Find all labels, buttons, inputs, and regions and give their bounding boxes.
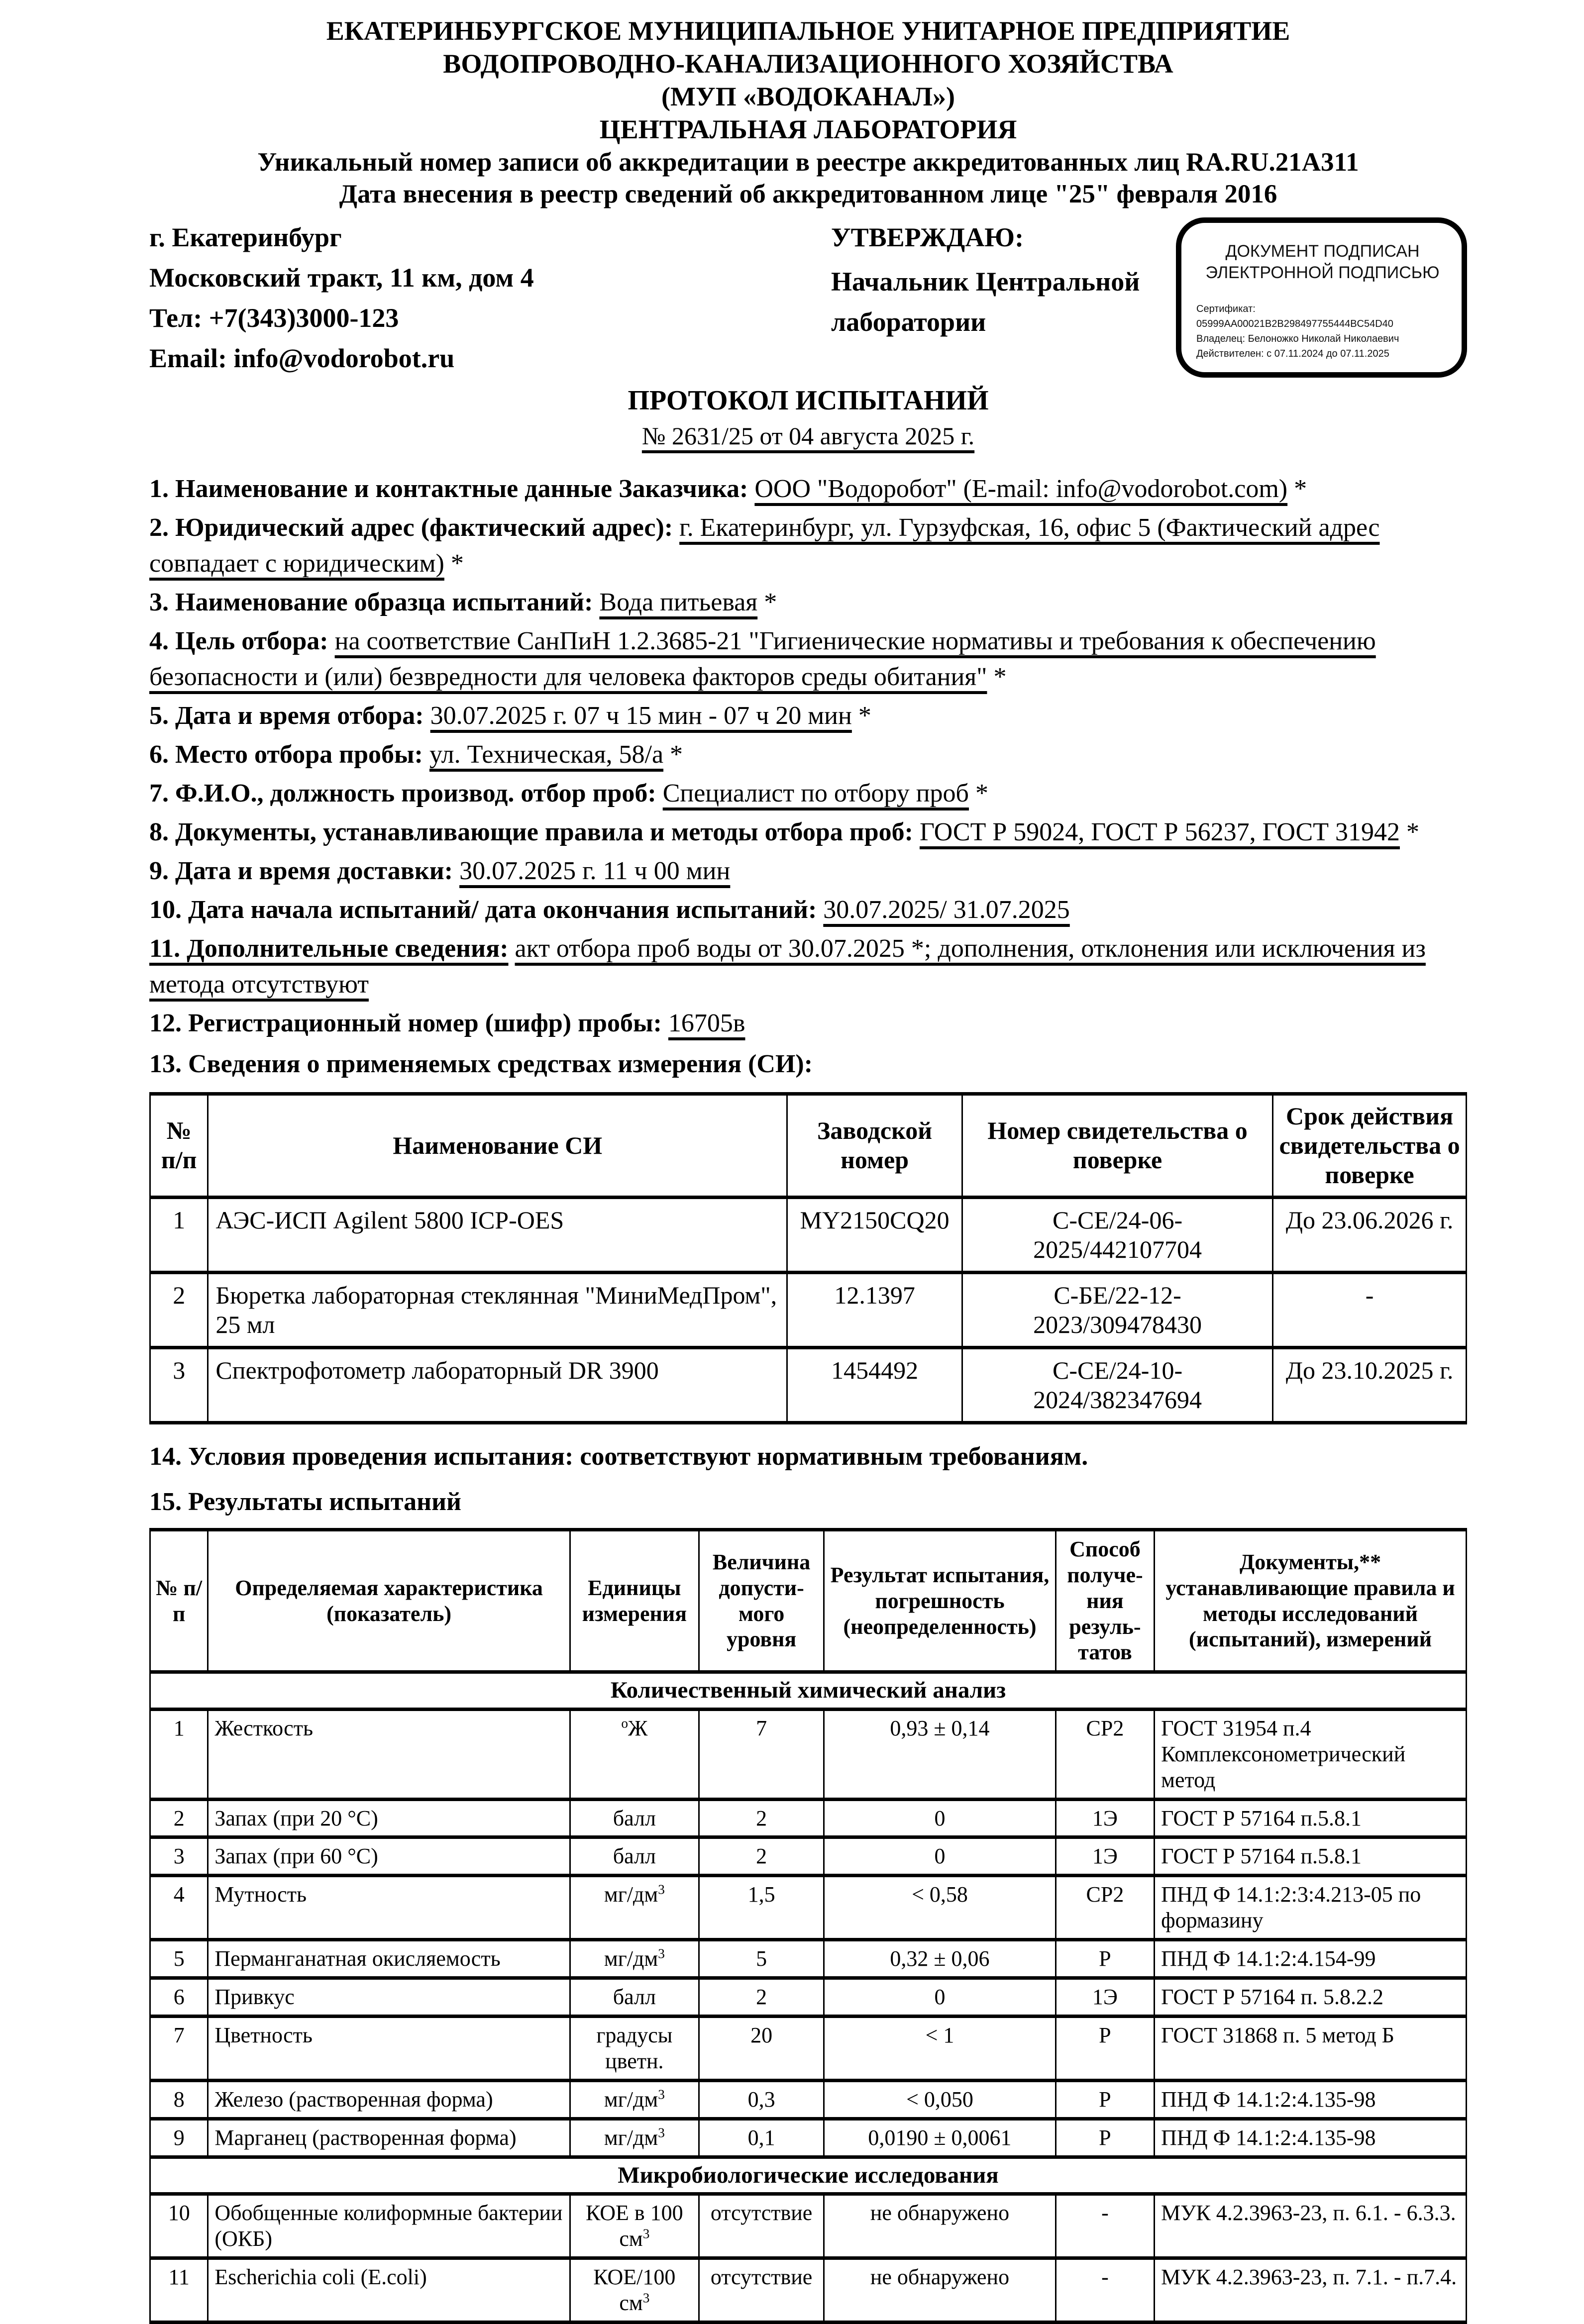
si-row-2 [150, 1272, 1467, 1347]
lab-contacts [149, 217, 737, 379]
cell-unit: $мг/дм^3$ [570, 2119, 699, 2157]
cell-row-number: 11 [150, 2258, 208, 2322]
cell-method-code: Р [1056, 1940, 1154, 1978]
cell-parameter-name: Привкус [208, 1978, 570, 2017]
results-header-row [150, 1529, 1467, 1672]
cell-row-number: 2 [150, 1799, 208, 1837]
cell-result: 0,93 ± 0,14 [824, 1709, 1056, 1799]
cell-parameter-name: Жесткость [208, 1709, 570, 1799]
item-label: 7. Ф.И.О., должность производ. отбор проб: [149, 779, 656, 808]
results-section-title: Микробиологические исследования [150, 2157, 1467, 2194]
stamp-title [1196, 241, 1449, 284]
cell-result: 0 [824, 1799, 1056, 1837]
si-header-1: № п/п [150, 1094, 208, 1197]
cell-result: не обнаружено [824, 2194, 1056, 2258]
si-cell-certificate: С-СЕ/24-06-2025/442107704 [962, 1197, 1272, 1272]
cell-row-number: 9 [150, 2119, 208, 2157]
cell-row-number: 8 [150, 2080, 208, 2119]
cell-method-code: Р [1056, 2119, 1154, 2157]
cell-method-code: 1Э [1056, 1799, 1154, 1837]
protocol-item-4 [149, 623, 1467, 695]
cell-parameter-name: Мутность [208, 1876, 570, 1940]
approval-block [831, 217, 1150, 342]
result-row-7 [150, 2016, 1467, 2080]
si-cell-serial: 1454492 [787, 1347, 962, 1422]
section-14-text: 14. Условия проведения испытания: соответствуют нормативным требованиям. [149, 1442, 1088, 1471]
si-cell-certificate: С-БЕ/22-12-2023/309478430 [962, 1272, 1272, 1347]
cell-method-code: Р [1056, 2080, 1154, 2119]
cell-unit: балл [570, 1978, 699, 2017]
cell-row-number: 4 [150, 1876, 208, 1940]
cell-documents: ГОСТ 31868 п. 5 метод Б [1155, 2016, 1467, 2080]
digital-signature-stamp [1176, 217, 1467, 378]
cell-allowed-level: 20 [699, 2016, 824, 2080]
si-header-2: Наименование СИ [208, 1094, 787, 1197]
org-header [149, 15, 1467, 210]
accreditation-number-line: Уникальный номер записи об аккредитации в реестре аккредитованных лиц RA.RU.21А311 [257, 147, 1359, 177]
results-header-5: Результат испытания, погрешность (неопределенность) [824, 1529, 1056, 1672]
cell-result: < 0,58 [824, 1876, 1056, 1940]
item-label: 12. Регистрационный номер (шифр) пробы: [149, 1009, 662, 1037]
results-section-row [150, 2157, 1467, 2194]
protocol-item-1 [149, 471, 1467, 507]
item-label: 3. Наименование образца испытаний: [149, 588, 593, 616]
cell-documents: ПНД Ф 14.1:2:4.135-98 [1155, 2119, 1467, 2157]
contact-address: Московский тракт, 11 км, дом 4 [149, 262, 534, 293]
cell-method-code: Р [1056, 2016, 1154, 2080]
org-name-line-1: ЕКАТЕРИНБУРГСКОЕ МУНИЦИПАЛЬНОЕ УНИТАРНОЕ ПРЕДПРИЯТИЕ [326, 16, 1290, 46]
result-row-2 [150, 1799, 1467, 1837]
accreditation-date-line: Дата внесения в реестр сведений об аккредитованном лице "25" февраля 2016 [339, 180, 1277, 209]
numbered-items [149, 471, 1467, 1041]
result-row-6 [150, 1978, 1467, 2017]
cell-allowed-level: 7 [699, 1709, 824, 1799]
stamp-certificate: Сертификат: 05999AA00021B2B298497755444BC54D40 [1196, 303, 1393, 329]
cell-unit: балл [570, 1799, 699, 1837]
si-cell-serial: MY2150CQ20 [787, 1197, 962, 1272]
results-section-title: Количественный химический анализ [150, 1672, 1467, 1709]
item-label: 6. Место отбора пробы: [149, 740, 423, 769]
si-cell-valid_until: - [1273, 1272, 1467, 1347]
si-header-3: Заводской номер [787, 1094, 962, 1197]
item-value: ООО "Водоробот" (E-mail: info@vodorobot.com) [754, 474, 1288, 503]
stamp-details [1196, 302, 1449, 361]
cell-result: 0 [824, 1837, 1056, 1876]
results-header-6: Способ получе- ния резуль- татов [1056, 1529, 1154, 1672]
item-required-mark: * [987, 662, 1007, 691]
protocol-item-9 [149, 853, 1467, 889]
item-value: г. Екатеринбург, ул. Гурзуфская, 16, офис 5 (Фактический адрес совпадает с юридическим) [149, 513, 1380, 578]
cell-documents: ГОСТ 31954 п.4 Комплексонометрический метод [1155, 1709, 1467, 1799]
protocol-item-11 [149, 931, 1467, 1003]
results-header-3: Единицы измерения [570, 1529, 699, 1672]
results-header-7: Документы,** устанавливающие правила и методы исследований (испытаний), измерений [1155, 1529, 1467, 1672]
si-cell-serial: 12.1397 [787, 1272, 962, 1347]
result-row-4 [150, 1876, 1467, 1940]
si-cell-name: Спектрофотометр лабораторный DR 3900 [208, 1347, 787, 1422]
cell-unit: балл [570, 1837, 699, 1876]
results-header-4: Величина допусти- мого уровня [699, 1529, 824, 1672]
item-value: 16705в [668, 1009, 745, 1037]
item-label: 8. Документы, устанавливающие правила и методы отбора проб: [149, 817, 913, 846]
cell-documents: ГОСТ Р 57164 п.5.8.1 [1155, 1837, 1467, 1876]
result-row-10 [150, 2194, 1467, 2258]
item-value: Вода питьевая [599, 588, 758, 616]
cell-allowed-level: 5 [699, 1940, 824, 1978]
item-required-mark: * [851, 701, 871, 730]
stamp-owner: Владелец: Белоножко Николай Николаевич [1196, 333, 1399, 344]
si-header-5: Срок действия свидетельства о поверке [1273, 1094, 1467, 1197]
si-cell-num: 3 [150, 1347, 208, 1422]
item-required-mark: * [663, 740, 683, 769]
item-value: ГОСТ Р 59024, ГОСТ Р 56237, ГОСТ 31942 [919, 817, 1400, 846]
protocol-item-6 [149, 737, 1467, 773]
item-label: 9. Дата и время доставки: [149, 856, 453, 885]
result-row-11 [150, 2258, 1467, 2322]
cell-method-code: 1Э [1056, 1837, 1154, 1876]
result-row-1 [150, 1709, 1467, 1799]
cell-parameter-name: Escherichia coli (E.coli) [208, 2258, 570, 2322]
si-cell-valid_until: До 23.10.2025 г. [1273, 1347, 1467, 1422]
contact-phone: Тел: +7(343)3000-123 [149, 303, 399, 333]
cell-parameter-name: Запах (при 20 °С) [208, 1799, 570, 1837]
results-header-1: № п/п [150, 1529, 208, 1672]
cell-documents: ПНД Ф 14.1:2:3:4.213-05 по формазину [1155, 1876, 1467, 1940]
item-required-mark: * [757, 588, 777, 616]
cell-allowed-level: 2 [699, 1799, 824, 1837]
item-value: Специалист по отбору проб [662, 779, 969, 808]
protocol-title: ПРОТОКОЛ ИСПЫТАНИЙ [628, 385, 989, 416]
cell-parameter-name: Марганец (растворенная форма) [208, 2119, 570, 2157]
si-header-4: Номер свидетельства о поверке [962, 1094, 1272, 1197]
item-required-mark: * [1287, 474, 1307, 503]
cell-method-code: - [1056, 2258, 1154, 2322]
item-value: 30.07.2025 г. 07 ч 15 мин - 07 ч 20 мин [430, 701, 852, 730]
item-label: 5. Дата и время отбора: [149, 701, 424, 730]
approval-position: Начальник Центральной лаборатории [831, 266, 1140, 337]
cell-documents: ПНД Ф 14.1:2:4.154-99 [1155, 1940, 1467, 1978]
result-row-8 [150, 2080, 1467, 2119]
stamp-validity: Действителен: с 07.11.2024 до 07.11.2025 [1196, 348, 1389, 359]
cell-row-number: 10 [150, 2194, 208, 2258]
cell-parameter-name: Перманганатная окисляемость [208, 1940, 570, 1978]
cell-documents: ПНД Ф 14.1:2:4.135-98 [1155, 2080, 1467, 2119]
cell-result: 0,0190 ± 0,0061 [824, 2119, 1056, 2157]
cell-result: не обнаружено [824, 2258, 1056, 2322]
cell-unit: градусы цветн. [570, 2016, 699, 2080]
item-value: 30.07.2025 г. 11 ч 00 мин [459, 856, 731, 885]
cell-row-number: 7 [150, 2016, 208, 2080]
protocol-item-2 [149, 510, 1467, 582]
cell-result: 0,32 ± 0,06 [824, 1940, 1056, 1978]
cell-unit: $мг/дм^3$ [570, 1940, 699, 1978]
cell-unit: $мг/дм^3$ [570, 2080, 699, 2119]
cell-unit: КОЕ в 100 $см^3$ [570, 2194, 699, 2258]
cell-parameter-name: Железо (растворенная форма) [208, 2080, 570, 2119]
cell-row-number: 5 [150, 1940, 208, 1978]
cell-documents: ГОСТ Р 57164 п.5.8.1 [1155, 1799, 1467, 1837]
item-label: 1. Наименование и контактные данные Заказчика: [149, 474, 748, 503]
stamp-title-line-2: ЭЛЕКТРОННОЙ ПОДПИСЬЮ [1205, 263, 1440, 283]
protocol-number [149, 421, 1467, 450]
cell-documents: ГОСТ Р 57164 п. 5.8.2.2 [1155, 1978, 1467, 2017]
protocol-item-8 [149, 814, 1467, 850]
cell-method-code: СР2 [1056, 1709, 1154, 1799]
cell-allowed-level: отсутствие [699, 2258, 824, 2322]
item-label: 4. Цель отбора: [149, 626, 328, 655]
cell-documents: МУК 4.2.3963-23, п. 6.1. - 6.3.3. [1155, 2194, 1467, 2258]
item-required-mark: * [444, 549, 464, 578]
cell-row-number: 3 [150, 1837, 208, 1876]
approval-title: УТВЕРЖДАЮ: [831, 222, 1024, 252]
item-value: 30.07.2025/ 31.07.2025 [823, 895, 1070, 924]
si-cell-name: Бюретка лабораторная стеклянная "МиниМедПром", 25 мл [208, 1272, 787, 1347]
result-row-3 [150, 1837, 1467, 1876]
cell-allowed-level: 0,3 [699, 2080, 824, 2119]
si-cell-valid_until: До 23.06.2026 г. [1273, 1197, 1467, 1272]
org-name-line-4: ЦЕНТРАЛЬНАЯ ЛАБОРАТОРИЯ [599, 114, 1017, 144]
item-label: 2. Юридический адрес (фактический адрес): [149, 513, 673, 542]
org-name-line-2: ВОДОПРОВОДНО-КАНАЛИЗАЦИОННОГО ХОЗЯЙСТВА [443, 48, 1173, 79]
si-cell-name: АЭС-ИСП Agilent 5800 ICP-OES [208, 1197, 787, 1272]
cell-unit: КОЕ/100 $см^3$ [570, 2258, 699, 2322]
item-label: 11. Дополнительные сведения: [149, 934, 509, 963]
cell-result: < 0,050 [824, 2080, 1056, 2119]
si-cell-num: 2 [150, 1272, 208, 1347]
info-row [149, 217, 1467, 379]
si-header-row [150, 1094, 1467, 1197]
cell-allowed-level: 2 [699, 1837, 824, 1876]
results-header-2: Определяемая характеристика (показатель) [208, 1529, 570, 1672]
item-required-mark: * [969, 779, 988, 808]
si-row-3 [150, 1347, 1467, 1422]
cell-documents: МУК 4.2.3963-23, п. 7.1. - п.7.4. [1155, 2258, 1467, 2322]
item-required-mark: * [1400, 817, 1419, 846]
test-results-table [149, 1528, 1467, 2324]
stamp-title-line-1: ДОКУМЕНТ ПОДПИСАН [1225, 241, 1420, 261]
section-15-heading: 15. Результаты испытаний [149, 1487, 461, 1516]
cell-allowed-level: 2 [699, 1978, 824, 2017]
contact-city: г. Екатеринбург [149, 222, 342, 252]
item-label: 10. Дата начала испытаний/ дата окончания испытаний: [149, 895, 817, 924]
si-cell-certificate: С-СЕ/24-10-2024/382347694 [962, 1347, 1272, 1422]
si-row-1 [150, 1197, 1467, 1272]
org-name-line-3: (МУП «ВОДОКАНАЛ») [661, 81, 955, 111]
item-value: на соответствие СанПиН 1.2.3685-21 "Гигиенические нормативы и требования к обеспечению безопасности и (или) безвредности для человека факторов среды обитания" [149, 626, 1376, 691]
cell-parameter-name: Обобщенные колиформные бактерии (ОКБ) [208, 2194, 570, 2258]
result-row-9 [150, 2119, 1467, 2157]
cell-result: 0 [824, 1978, 1056, 2017]
cell-row-number: 6 [150, 1978, 208, 2017]
results-section-row [150, 1672, 1467, 1709]
cell-method-code: СР2 [1056, 1876, 1154, 1940]
cell-method-code: 1Э [1056, 1978, 1154, 2017]
cell-parameter-name: Запах (при 60 °С) [208, 1837, 570, 1876]
protocol-item-3 [149, 585, 1467, 620]
cell-method-code: - [1056, 2194, 1154, 2258]
cell-result: < 1 [824, 2016, 1056, 2080]
section-13-heading: 13. Сведения о применяемых средствах измерения (СИ): [149, 1049, 813, 1078]
item-value: акт отбора проб воды от 30.07.2025 *; дополнения, отклонения или исключения из метода отсутствуют [149, 934, 1426, 999]
protocol-item-5 [149, 698, 1467, 734]
si-cell-num: 1 [150, 1197, 208, 1272]
protocol-item-12 [149, 1006, 1467, 1041]
protocol-item-10 [149, 892, 1467, 928]
cell-allowed-level: отсутствие [699, 2194, 824, 2258]
measuring-instruments-table [149, 1092, 1467, 1424]
protocol-item-7 [149, 776, 1467, 811]
cell-allowed-level: 0,1 [699, 2119, 824, 2157]
cell-unit: $^о$Ж [570, 1709, 699, 1799]
result-row-5 [150, 1940, 1467, 1978]
contact-email: Email: info@vodorobot.ru [149, 343, 455, 373]
cell-row-number: 1 [150, 1709, 208, 1799]
cell-allowed-level: 1,5 [699, 1876, 824, 1940]
cell-unit: $мг/дм^3$ [570, 1876, 699, 1940]
protocol-number-text: № 2631/25 от 04 августа 2025 г. [641, 421, 975, 450]
cell-parameter-name: Цветность [208, 2016, 570, 2080]
item-value: ул. Техническая, 58/а [429, 740, 664, 769]
